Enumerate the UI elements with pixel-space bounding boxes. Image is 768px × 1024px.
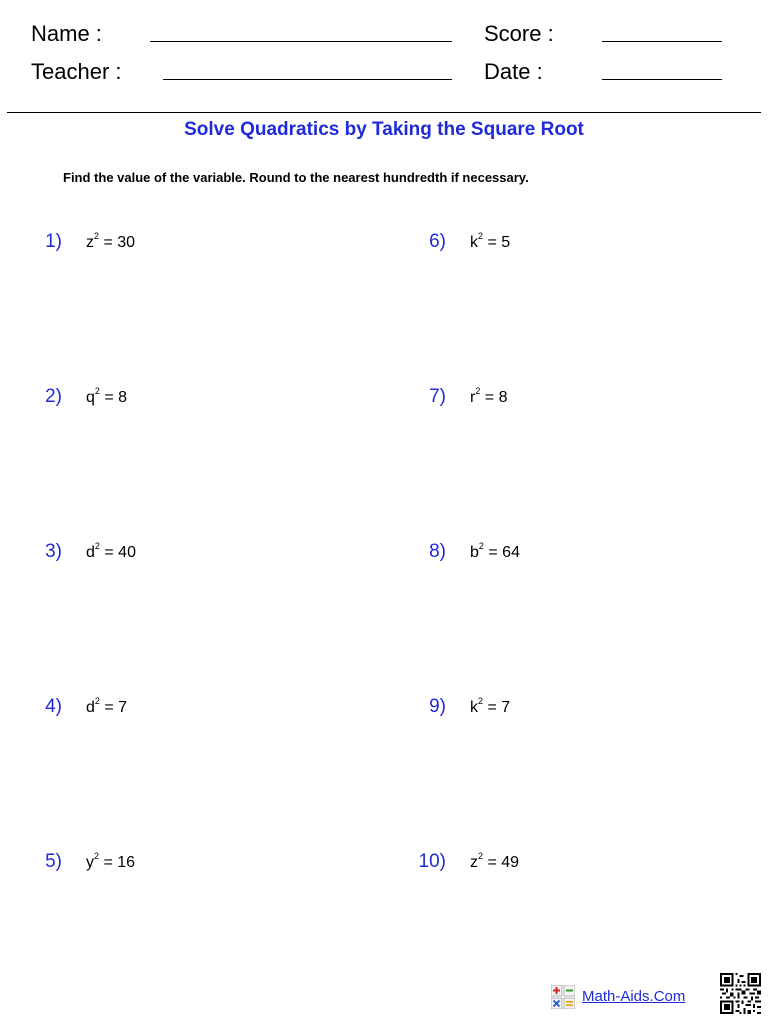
equation-variable: q (86, 389, 95, 406)
name-field-line[interactable] (150, 41, 452, 42)
date-label: Date : (484, 59, 543, 84)
equation-variable: d (86, 699, 95, 716)
equation-variable: b (470, 544, 479, 561)
problem-5 (20, 851, 135, 874)
equation-exponent: 2 (94, 540, 100, 551)
equation-rhs: = 8 (104, 389, 128, 406)
problem-number: 2) (45, 386, 62, 407)
problem-equation (470, 542, 520, 564)
problem-equation (470, 387, 507, 409)
problem-equation (86, 542, 136, 564)
problem-equation (86, 852, 135, 874)
problem-equation (86, 387, 127, 409)
problem-number: 9) (429, 696, 446, 717)
name-label: Name : (31, 21, 102, 46)
problem-number: 8) (429, 541, 446, 562)
equation-exponent: 2 (478, 850, 484, 861)
problem-10 (404, 851, 519, 874)
problem-number: 7) (429, 386, 446, 407)
problem-equation (470, 232, 510, 254)
problem-number: 5) (45, 851, 62, 872)
equation-variable: d (86, 544, 95, 561)
equation-rhs: = 5 (487, 234, 511, 251)
problem-1 (20, 231, 135, 254)
equation-rhs: = 7 (487, 699, 511, 716)
problem-8 (404, 541, 520, 564)
problem-6 (404, 231, 510, 254)
instructions: Find the value of the variable. Round to the nearest hundredth if necessary. (63, 170, 529, 185)
equation-exponent: 2 (94, 230, 100, 241)
equation-exponent: 2 (478, 695, 484, 706)
equation-exponent: 2 (478, 230, 484, 241)
problem-4 (20, 696, 127, 719)
qr-code-icon (720, 973, 761, 1014)
calculator-icon (551, 985, 575, 1009)
problem-number: 6) (429, 231, 446, 252)
problem-9 (404, 696, 510, 719)
equation-exponent: 2 (94, 385, 100, 396)
score-label: Score : (484, 21, 554, 46)
equation-rhs: = 16 (103, 854, 136, 871)
date-field-line[interactable] (602, 79, 722, 80)
equation-variable: r (470, 389, 476, 406)
problem-equation (470, 697, 510, 719)
equation-variable: y (86, 854, 94, 871)
worksheet-title: Solve Quadratics by Taking the Square Root (184, 119, 584, 140)
math-aids-link[interactable]: Math-Aids.Com (582, 988, 686, 1005)
problem-number: 10) (418, 851, 446, 872)
equation-variable: k (470, 234, 478, 251)
equation-rhs: = 7 (104, 699, 128, 716)
equation-rhs: = 49 (487, 854, 520, 871)
problem-number: 3) (45, 541, 62, 562)
teacher-field-line[interactable] (163, 79, 452, 80)
equation-rhs: = 64 (488, 544, 520, 561)
equation-exponent: 2 (94, 695, 100, 706)
equation-rhs: = 8 (484, 389, 508, 406)
equation-exponent: 2 (94, 850, 100, 861)
equation-rhs: = 40 (104, 544, 136, 561)
header-divider (7, 112, 761, 113)
problem-number: 1) (45, 231, 62, 252)
problem-2 (20, 386, 127, 409)
score-field-line[interactable] (602, 41, 722, 42)
problem-number: 4) (45, 696, 62, 717)
problem-3 (20, 541, 136, 564)
problem-equation (470, 852, 519, 874)
equation-variable: k (470, 699, 478, 716)
equation-variable: z (86, 234, 94, 251)
equation-rhs: = 30 (103, 234, 136, 251)
equation-exponent: 2 (478, 540, 484, 551)
teacher-label: Teacher : (31, 59, 122, 84)
problem-equation (86, 697, 127, 719)
equation-exponent: 2 (475, 385, 481, 396)
problem-7 (404, 386, 507, 409)
equation-variable: z (470, 854, 478, 871)
problem-equation (86, 232, 135, 254)
